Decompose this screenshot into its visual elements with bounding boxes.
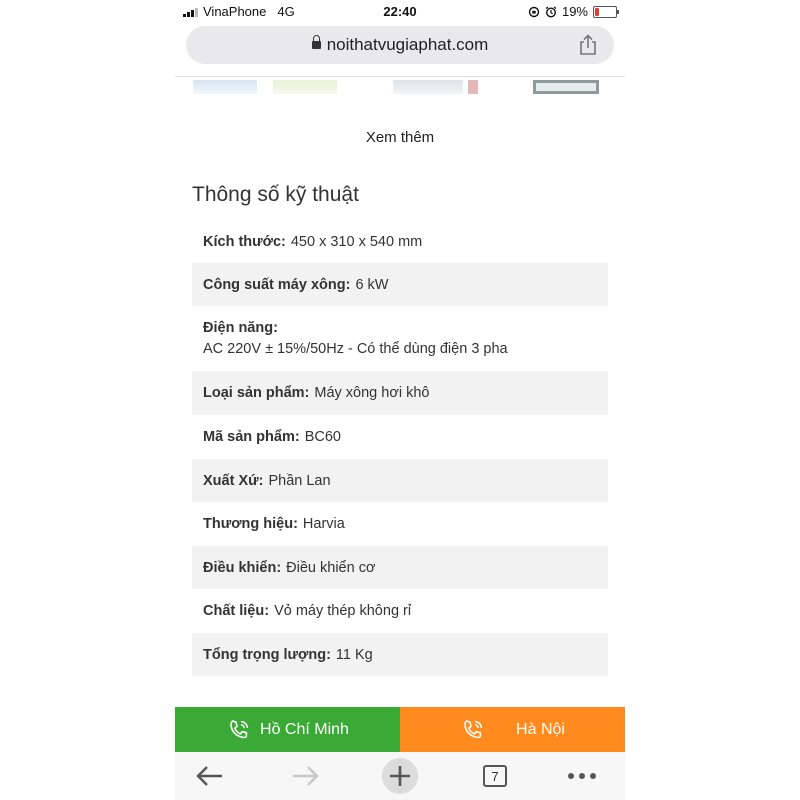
tabs-button[interactable] — [477, 760, 513, 792]
call-hcm-button[interactable] — [175, 707, 400, 752]
spec-label: Mã sản phẩm: — [203, 429, 300, 445]
spec-label: Điện năng: — [203, 320, 278, 336]
product-thumbnail-strip[interactable] — [193, 80, 613, 94]
phone-icon — [460, 717, 486, 743]
spec-row — [192, 306, 608, 371]
forward-button[interactable] — [287, 760, 323, 792]
spec-row — [192, 263, 608, 306]
spec-label: Công suất máy xông: — [203, 276, 351, 293]
network-type: 4G — [277, 4, 295, 19]
spec-label: Thương hiệu: — [203, 516, 298, 532]
more-menu-button[interactable] — [564, 760, 600, 792]
spec-value: Máy xông hơi khô — [314, 385, 430, 401]
spec-row — [192, 371, 608, 415]
page-divider — [175, 76, 625, 77]
spec-label: Xuất Xứ: — [203, 472, 264, 489]
status-bar — [175, 0, 625, 24]
spec-label: Kích thước: — [203, 233, 286, 250]
section-title: Thông số kỹ thuật — [192, 183, 359, 206]
phone-icon — [226, 717, 252, 743]
url-text: noithatvugiaphat.com — [326, 35, 489, 54]
thumbnail-image[interactable] — [468, 80, 478, 94]
orientation-lock-icon — [528, 6, 540, 18]
spec-row — [192, 502, 608, 546]
forward-arrow-icon — [291, 765, 319, 787]
spec-row — [192, 459, 608, 502]
spec-row — [192, 589, 608, 633]
tabs-icon — [483, 765, 507, 787]
spec-value: Phần Lan — [268, 472, 331, 489]
thumbnail-image[interactable] — [273, 80, 337, 94]
status-time: 22:40 — [383, 4, 417, 19]
call-bar — [175, 707, 625, 752]
spec-label: Tổng trọng lượng: — [203, 646, 331, 663]
plus-icon — [388, 764, 412, 788]
browser-toolbar — [175, 752, 625, 800]
tab-count: 7 — [491, 768, 499, 784]
spec-value: Vỏ máy thép không rỉ — [274, 603, 412, 619]
spec-table — [192, 220, 608, 676]
lock-icon — [312, 41, 321, 49]
spec-row — [192, 415, 608, 459]
thumbnail-image[interactable] — [533, 80, 599, 94]
spec-value: 450 x 310 x 540 mm — [290, 233, 423, 250]
more-dots-icon — [567, 772, 597, 780]
address-bar[interactable] — [186, 26, 614, 64]
thumbnail-image[interactable] — [193, 80, 257, 94]
spec-value: AC 220V ± 15%/50Hz - Có thể dùng điện 3 pha — [203, 341, 508, 357]
spec-value: 11 Kg — [335, 646, 373, 663]
spec-label: Chất liệu: — [203, 603, 270, 619]
new-tab-button[interactable] — [382, 758, 418, 794]
call-hcm-label: Hồ Chí Minh — [260, 720, 349, 738]
carrier-name: VinaPhone — [203, 4, 267, 19]
spec-value: 6 kW — [355, 276, 389, 293]
battery-icon — [593, 6, 617, 18]
back-arrow-icon — [196, 765, 224, 787]
spec-value: Điều khiển cơ — [286, 559, 376, 576]
call-hanoi-button[interactable] — [400, 707, 625, 752]
spec-row — [192, 220, 608, 263]
share-icon[interactable] — [578, 34, 598, 56]
status-right — [528, 4, 617, 19]
see-more-link[interactable]: Xem thêm — [365, 129, 435, 146]
spec-value: BC60 — [304, 429, 341, 445]
spec-label: Loại sản phẩm: — [203, 385, 310, 401]
alarm-icon — [545, 6, 557, 18]
spec-row — [192, 546, 608, 589]
spec-row — [192, 633, 608, 676]
spec-value: Harvia — [302, 516, 345, 532]
spec-label: Điều khiển: — [203, 559, 282, 576]
phone-screen — [175, 0, 625, 800]
back-button[interactable] — [192, 760, 228, 792]
battery-percent: 19% — [561, 4, 588, 19]
battery-fill — [595, 8, 599, 16]
thumbnail-image[interactable] — [393, 80, 463, 94]
url-display[interactable] — [186, 35, 614, 55]
call-hanoi-label: Hà Nội — [516, 720, 565, 738]
